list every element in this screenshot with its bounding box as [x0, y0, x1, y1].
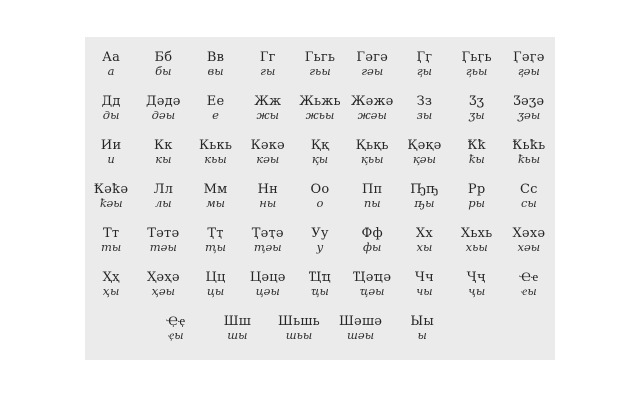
letter-name: ӡәы	[517, 108, 541, 122]
letter-name: ҟәы	[99, 196, 123, 210]
letter-name: ҟы	[468, 152, 485, 166]
letter-pair: Шьшь	[278, 314, 320, 329]
letter-pair: Ӷӷ	[416, 50, 433, 65]
letter-name: қьы	[360, 152, 384, 166]
letter-name: ҽы	[521, 284, 537, 298]
letter-pair: Мм	[203, 182, 228, 197]
letter-name: ты	[100, 240, 122, 254]
letter-name: цы	[206, 284, 225, 298]
letter-pair: Ҧҧ	[410, 182, 439, 197]
letter-name: жьы	[305, 108, 335, 122]
letter-pair: Ҵҵ	[308, 270, 332, 285]
alphabet-cell	[294, 50, 346, 94]
alphabet-row	[85, 94, 555, 138]
alphabet-cell	[137, 226, 189, 270]
letter-pair: Ҟәҟә	[93, 182, 129, 197]
alphabet-cell	[294, 270, 346, 314]
letter-name: лы	[154, 196, 172, 210]
letter-name: фы	[363, 240, 382, 254]
letter-name: хы	[416, 240, 433, 254]
letter-pair: Ӡәӡә	[513, 94, 545, 109]
letter-name: вы	[207, 64, 224, 78]
letter-name: хәы	[517, 240, 541, 254]
letter-name: гәы	[361, 64, 384, 78]
letter-pair: Ӡӡ	[469, 94, 485, 109]
alphabet-row	[85, 138, 555, 182]
letter-pair: Уу	[311, 226, 329, 241]
alphabet-cell	[189, 270, 241, 314]
alphabet-cell	[85, 226, 137, 270]
alphabet-row	[145, 314, 453, 358]
alphabet-cell	[346, 226, 398, 270]
letter-pair: Ҿҿ	[166, 314, 186, 329]
alphabet-cell	[503, 226, 555, 270]
alphabet-cell	[330, 314, 392, 358]
letter-pair: Хәхә	[512, 226, 546, 241]
alphabet-cell	[242, 138, 294, 182]
alphabet-cell	[398, 50, 450, 94]
letter-pair: Ҷҷ	[467, 270, 487, 285]
alphabet-cell	[451, 270, 503, 314]
letter-pair: Кк	[154, 138, 173, 153]
letter-pair: Ҵәҵә	[353, 270, 392, 285]
alphabet-cell	[346, 138, 398, 182]
alphabet-cell	[189, 94, 241, 138]
alphabet-cell	[451, 226, 503, 270]
alphabet-cell	[294, 138, 346, 182]
letter-name: ды	[102, 108, 120, 122]
alphabet-cell	[145, 314, 207, 358]
letter-name: ӡы	[468, 108, 485, 122]
alphabet-cell	[242, 182, 294, 226]
letter-pair: Хх	[415, 226, 433, 241]
letter-name: ҷы	[468, 284, 486, 298]
alphabet-cell	[189, 226, 241, 270]
letter-name: ҳы	[102, 284, 120, 298]
alphabet-row	[85, 270, 555, 314]
alphabet-cell	[451, 182, 503, 226]
alphabet-cell	[398, 94, 450, 138]
alphabet-cell	[398, 270, 450, 314]
alphabet-cell	[503, 270, 555, 314]
alphabet-cell	[242, 226, 294, 270]
letter-pair: Чч	[414, 270, 434, 285]
alphabet-cell	[451, 138, 503, 182]
letter-name: ӷьы	[465, 64, 488, 78]
letter-pair: Гг	[259, 50, 276, 65]
letter-pair: Зз	[416, 94, 433, 109]
alphabet-cell	[503, 94, 555, 138]
letter-name: жы	[256, 108, 279, 122]
letter-pair: Оо	[310, 182, 330, 197]
alphabet-row	[85, 226, 555, 270]
letter-pair: Ыы	[410, 314, 434, 329]
letter-pair: Жәжә	[350, 94, 394, 109]
letter-pair: Ӷьӷь	[461, 50, 492, 65]
letter-pair: Цәцә	[249, 270, 286, 285]
letter-pair: Нн	[257, 182, 278, 197]
letter-pair: Цц	[205, 270, 226, 285]
letter-pair: Сс	[520, 182, 538, 197]
letter-name: қы	[311, 152, 329, 166]
letter-name: а	[107, 64, 115, 78]
letter-pair: Лл	[153, 182, 174, 197]
alphabet-cell	[503, 182, 555, 226]
letter-pair: Ҳҳ	[102, 270, 120, 285]
alphabet-cell	[85, 182, 137, 226]
letter-pair: Ее	[206, 94, 225, 109]
letter-name: ры	[468, 196, 485, 210]
letter-pair: Хьхь	[460, 226, 493, 241]
letter-name: и	[107, 152, 115, 166]
letter-name: тәы	[149, 240, 177, 254]
alphabet-cell	[137, 50, 189, 94]
alphabet-cell	[242, 50, 294, 94]
alphabet-cell	[294, 94, 346, 138]
letter-name: гы	[260, 64, 276, 78]
letter-pair: Ҟьҟь	[512, 138, 546, 153]
letter-pair: Вв	[206, 50, 225, 65]
abkhaz-alphabet-table	[85, 37, 555, 360]
letter-pair: Шш	[223, 314, 252, 329]
letter-pair: Ӷәӷә	[513, 50, 545, 65]
letter-name: ӷәы	[517, 64, 540, 78]
letter-pair: Жж	[254, 94, 282, 109]
letter-name: у	[316, 240, 324, 254]
alphabet-cell	[346, 94, 398, 138]
letter-name: дәы	[151, 108, 176, 122]
letter-pair: Гәгә	[356, 50, 388, 65]
letter-pair: Тт	[102, 226, 120, 241]
letter-name: ҳәы	[151, 284, 176, 298]
letter-pair: Фф	[361, 226, 383, 241]
letter-pair: Жьжь	[299, 94, 341, 109]
letter-pair: Ҽҽ	[519, 270, 539, 285]
letter-name: қәы	[412, 152, 436, 166]
letter-name: хьы	[465, 240, 488, 254]
letter-name: шьы	[285, 328, 313, 342]
letter-name: е	[212, 108, 219, 122]
alphabet-cell	[189, 50, 241, 94]
alphabet-cell	[503, 50, 555, 94]
letter-name: зы	[416, 108, 433, 122]
alphabet-cell	[398, 182, 450, 226]
letter-pair: Ҭҭ	[207, 226, 224, 241]
letter-pair: Дд	[101, 94, 121, 109]
letter-pair: Бб	[154, 50, 173, 65]
letter-name: ҵы	[311, 284, 329, 298]
alphabet-cell	[346, 182, 398, 226]
letter-name: жәы	[357, 108, 387, 122]
letter-name: шы	[227, 328, 248, 342]
letter-pair: Ҳәҳә	[146, 270, 180, 285]
alphabet-cell	[391, 314, 453, 358]
letter-name: гьы	[309, 64, 331, 78]
letter-pair: Ҟҟ	[467, 138, 486, 153]
letter-name: ны	[259, 196, 277, 210]
letter-pair: Қәқә	[407, 138, 442, 153]
alphabet-cell	[137, 138, 189, 182]
letter-name: ы	[417, 328, 427, 342]
letter-name: сы	[520, 196, 537, 210]
letter-pair: Кәкә	[250, 138, 285, 153]
alphabet-cell	[137, 182, 189, 226]
letter-pair: Тәтә	[147, 226, 180, 241]
letter-name: чы	[416, 284, 433, 298]
alphabet-row	[85, 50, 555, 94]
letter-pair: Ҭәҭә	[251, 226, 284, 241]
alphabet-cell	[398, 138, 450, 182]
letter-name: кәы	[256, 152, 280, 166]
alphabet-cell	[346, 50, 398, 94]
alphabet-cell	[85, 94, 137, 138]
letter-pair: Пп	[362, 182, 383, 197]
alphabet-cell	[242, 270, 294, 314]
alphabet-cell	[207, 314, 269, 358]
letter-name: шәы	[347, 328, 375, 342]
alphabet-cell	[294, 182, 346, 226]
alphabet-cell	[137, 94, 189, 138]
alphabet-cell	[503, 138, 555, 182]
alphabet-cell	[398, 226, 450, 270]
letter-name: ҵәы	[359, 284, 385, 298]
alphabet-cell	[242, 94, 294, 138]
letter-name: бы	[155, 64, 172, 78]
letter-name: ҭәы	[253, 240, 282, 254]
alphabet-cell	[346, 270, 398, 314]
letter-name: о	[316, 196, 324, 210]
letter-pair: Аа	[102, 50, 121, 65]
alphabet-cell	[451, 94, 503, 138]
alphabet-cell	[451, 50, 503, 94]
alphabet-cell	[85, 270, 137, 314]
letter-name: ҭы	[205, 240, 227, 254]
alphabet-cell	[268, 314, 330, 358]
letter-pair: Қьқь	[355, 138, 389, 153]
letter-pair: Гьгь	[304, 50, 336, 65]
alphabet-cell	[294, 226, 346, 270]
alphabet-cell	[85, 138, 137, 182]
letter-pair: Дәдә	[145, 94, 181, 109]
letter-pair: Ққ	[310, 138, 330, 153]
letter-pair: Рр	[467, 182, 486, 197]
alphabet-cell	[137, 270, 189, 314]
letter-pair: Шәшә	[339, 314, 383, 329]
alphabet-cell	[189, 138, 241, 182]
letter-name: ҿы	[167, 328, 184, 342]
letter-name: кы	[155, 152, 172, 166]
alphabet-row	[85, 182, 555, 226]
alphabet-cell	[189, 182, 241, 226]
letter-pair: Ии	[100, 138, 122, 153]
letter-name: ҧы	[414, 196, 435, 210]
letter-name: мы	[206, 196, 225, 210]
letter-name: цәы	[255, 284, 280, 298]
letter-pair: Кькь	[198, 138, 233, 153]
letter-name: кьы	[204, 152, 227, 166]
alphabet-cell	[85, 50, 137, 94]
letter-name: ҟьы	[517, 152, 541, 166]
letter-name: ӷы	[416, 64, 433, 78]
letter-name: пы	[363, 196, 381, 210]
